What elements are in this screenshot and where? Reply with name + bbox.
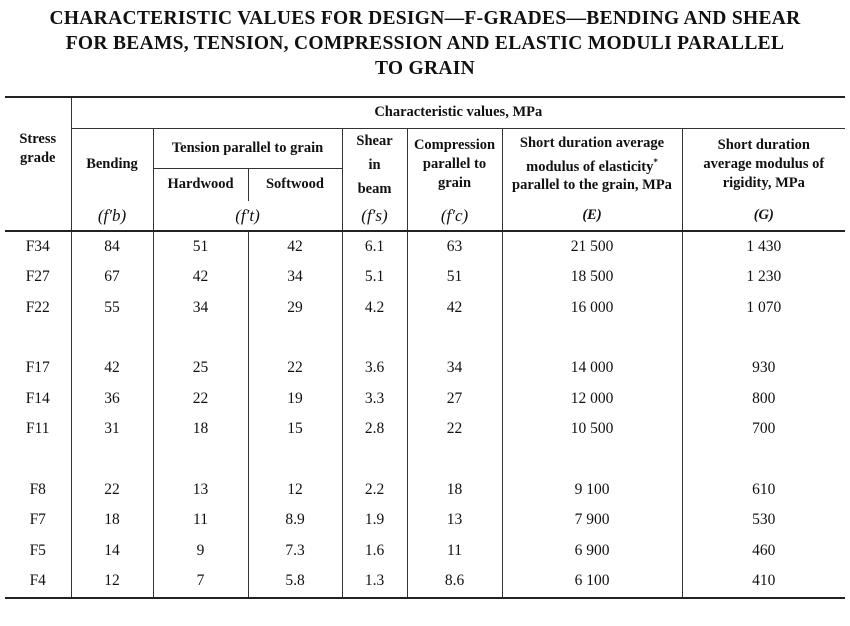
cell-compression: 34 bbox=[407, 353, 502, 384]
cell-grade: F27 bbox=[25, 268, 50, 286]
cell-g: 930 bbox=[682, 353, 845, 384]
cell-shear: 4.2 bbox=[342, 293, 407, 324]
cell-bending: 36 bbox=[71, 384, 153, 415]
cell-hardwood: 42 bbox=[153, 262, 248, 293]
header-characteristic-values: Characteristic values, MPa bbox=[71, 97, 845, 128]
cell-shear: 3.3 bbox=[342, 384, 407, 415]
cell-g: 800 bbox=[682, 384, 845, 415]
cell-shear: 2.8 bbox=[342, 414, 407, 445]
cell-hardwood: 51 bbox=[153, 231, 248, 263]
cell-shear: 1.3 bbox=[342, 566, 407, 598]
cell-shear: 2.2 bbox=[342, 475, 407, 506]
cell-bending: 55 bbox=[71, 293, 153, 324]
table-body bbox=[5, 231, 845, 598]
header-modulus-elasticity: Short duration average modulus of elasticity* parallel to the grain, MPa bbox=[502, 128, 682, 201]
header-compression: Compression parallel to grain bbox=[407, 128, 502, 201]
title-line-3: TO GRAIN bbox=[374, 58, 476, 79]
table-row bbox=[5, 353, 845, 384]
cell-e: 6 100 bbox=[502, 566, 682, 598]
cell-bending: 31 bbox=[71, 414, 153, 445]
symbol-tension: (f′t) bbox=[153, 201, 342, 231]
cell-hardwood: 22 bbox=[153, 384, 248, 415]
cell-bending: 84 bbox=[71, 231, 153, 263]
header-stress-grade: Stress grade bbox=[5, 97, 71, 201]
table-row bbox=[5, 414, 845, 445]
cell-e: 16 000 bbox=[502, 293, 682, 324]
cell-compression: 63 bbox=[407, 231, 502, 263]
cell-e: 21 500 bbox=[502, 231, 682, 263]
cell-hardwood: 11 bbox=[153, 505, 248, 536]
cell-grade: F7 bbox=[29, 511, 46, 529]
cell-g: 460 bbox=[682, 536, 845, 567]
cell-grade: F17 bbox=[25, 359, 50, 377]
header-shear: Shear in beam bbox=[342, 128, 407, 201]
header-bending: Bending bbox=[71, 128, 153, 201]
cell-softwood: 22 bbox=[248, 353, 342, 384]
cell-hardwood: 13 bbox=[153, 475, 248, 506]
cell-grade: F22 bbox=[25, 298, 50, 316]
table-row bbox=[5, 293, 845, 324]
cell-e: 6 900 bbox=[502, 536, 682, 567]
cell-shear: 6.1 bbox=[342, 231, 407, 263]
cell-shear: 5.1 bbox=[342, 262, 407, 293]
cell-hardwood: 9 bbox=[153, 536, 248, 567]
cell-e: 18 500 bbox=[502, 262, 682, 293]
cell-grade: F11 bbox=[25, 420, 50, 438]
title-line-1: CHARACTERISTIC VALUES FOR DESIGN—F-GRADES—BENDING AND SHEAR bbox=[49, 8, 801, 29]
cell-e: 14 000 bbox=[502, 353, 682, 384]
cell-compression: 51 bbox=[407, 262, 502, 293]
cell-g: 410 bbox=[682, 566, 845, 598]
cell-softwood: 42 bbox=[248, 231, 342, 263]
cell-grade: F8 bbox=[29, 480, 46, 498]
cell-softwood: 29 bbox=[248, 293, 342, 324]
cell-softwood: 19 bbox=[248, 384, 342, 415]
cell-softwood: 7.3 bbox=[248, 536, 342, 567]
cell-softwood: 5.8 bbox=[248, 566, 342, 598]
cell-softwood: 8.9 bbox=[248, 505, 342, 536]
cell-e: 10 500 bbox=[502, 414, 682, 445]
cell-bending: 42 bbox=[71, 353, 153, 384]
cell-bending: 14 bbox=[71, 536, 153, 567]
cell-e: 12 000 bbox=[502, 384, 682, 415]
table-row bbox=[5, 262, 845, 293]
cell-compression: 27 bbox=[407, 384, 502, 415]
symbol-g: (G) bbox=[682, 201, 845, 231]
table-row bbox=[5, 231, 845, 263]
header-tension: Tension parallel to grain bbox=[153, 128, 342, 168]
cell-e: 9 100 bbox=[502, 475, 682, 506]
cell-g: 1 070 bbox=[682, 293, 845, 324]
cell-bending: 12 bbox=[71, 566, 153, 598]
cell-softwood: 12 bbox=[248, 475, 342, 506]
table-title bbox=[0, 6, 850, 81]
header-hardwood: Hardwood bbox=[153, 168, 248, 200]
cell-compression: 11 bbox=[407, 536, 502, 567]
symbol-compression: (f′c) bbox=[407, 201, 502, 231]
cell-g: 700 bbox=[682, 414, 845, 445]
cell-shear: 1.6 bbox=[342, 536, 407, 567]
table-row bbox=[5, 384, 845, 415]
cell-compression: 18 bbox=[407, 475, 502, 506]
group-spacer bbox=[5, 445, 845, 475]
cell-grade: F4 bbox=[5, 566, 71, 598]
cell-shear: 3.6 bbox=[342, 353, 407, 384]
symbol-bending: (f′b) bbox=[71, 201, 153, 231]
cell-bending: 67 bbox=[71, 262, 153, 293]
cell-compression: 42 bbox=[407, 293, 502, 324]
cell-hardwood: 18 bbox=[153, 414, 248, 445]
cell-softwood: 15 bbox=[248, 414, 342, 445]
header-modulus-rigidity: Short duration average modulus of rigidity, MPa bbox=[682, 128, 845, 201]
title-line-2: FOR BEAMS, TENSION, COMPRESSION AND ELASTIC MODULI PARALLEL bbox=[65, 33, 785, 54]
cell-hardwood: 34 bbox=[153, 293, 248, 324]
footnote-mark: * bbox=[653, 156, 658, 167]
group-spacer bbox=[5, 323, 845, 353]
cell-hardwood: 7 bbox=[153, 566, 248, 598]
cell-hardwood: 25 bbox=[153, 353, 248, 384]
symbol-shear: (f′s) bbox=[342, 201, 407, 231]
table-row bbox=[5, 505, 845, 536]
cell-compression: 8.6 bbox=[407, 566, 502, 598]
cell-g: 610 bbox=[682, 475, 845, 506]
symbol-e: (E) bbox=[502, 201, 682, 231]
cell-grade: F14 bbox=[25, 389, 50, 407]
cell-softwood: 34 bbox=[248, 262, 342, 293]
cell-compression: 13 bbox=[407, 505, 502, 536]
table-row bbox=[5, 536, 845, 567]
table-row bbox=[5, 475, 845, 506]
cell-grade: F34 bbox=[25, 237, 50, 255]
cell-e: 7 900 bbox=[502, 505, 682, 536]
header-softwood: Softwood bbox=[248, 168, 342, 200]
table-row bbox=[5, 566, 845, 598]
cell-compression: 22 bbox=[407, 414, 502, 445]
table-header bbox=[5, 97, 845, 231]
cell-shear: 1.9 bbox=[342, 505, 407, 536]
cell-bending: 22 bbox=[71, 475, 153, 506]
characteristic-values-table bbox=[5, 96, 845, 599]
cell-bending: 18 bbox=[71, 505, 153, 536]
cell-g: 530 bbox=[682, 505, 845, 536]
cell-g: 1 430 bbox=[682, 231, 845, 263]
cell-g: 1 230 bbox=[682, 262, 845, 293]
cell-grade: F5 bbox=[29, 541, 46, 559]
